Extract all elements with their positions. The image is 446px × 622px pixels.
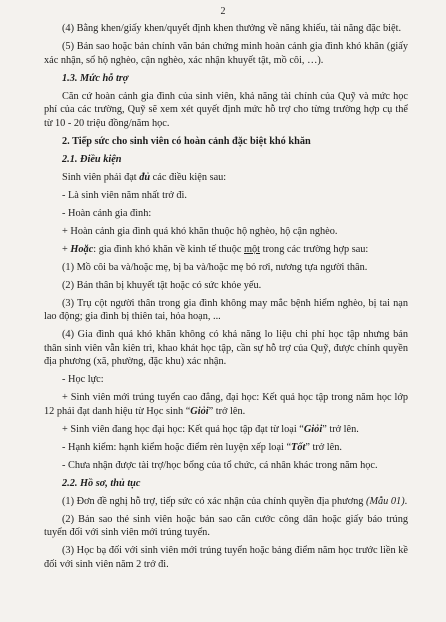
paragraph [44,441,408,455]
section-heading: 2. Tiếp sức cho sinh viên có hoàn cảnh đặc biệt khó khăn [62,135,311,147]
text-run: : gia đình khó khăn về kinh tế thuộc [93,243,244,255]
emphasis-bold-italic: Tốt [291,441,306,453]
paragraph: (2) Bản thân bị khuyết tật hoặc có sức khỏe yếu. [62,279,262,291]
emphasis-italic: (Mẫu 01) [366,495,405,507]
section-heading: 2.2. Hồ sơ, thủ tục [62,477,141,489]
emphasis-bold-italic: Giỏi [303,423,323,435]
paragraph: (1) Mồ côi ba và/hoặc mẹ, bị ba và/hoặc mẹ bỏ rơi, nương tựa người thân. [62,261,368,273]
paragraph [44,495,408,509]
text-run: trong các trường hợp sau: [260,243,369,255]
paragraph: (3) Trụ cột người thân trong gia đình không may mắc bệnh hiểm nghèo, bị tai nạn lao động; gia đình bị thiên tai, hỏa hoạn, ... [44,297,408,323]
paragraph: + Hoàn cảnh gia đình quá khó khăn thuộc hộ nghèo, hộ cận nghèo. [62,225,338,237]
document-body [44,22,408,576]
section-heading: 1.3. Mức hỗ trợ [62,72,129,84]
emphasis-underline: một [244,243,261,255]
text-run: + Sinh viên đang học đại học: Kết quả học tập đạt từ loại “ [62,423,304,435]
paragraph [44,171,408,185]
paragraph: (3) Học bạ đối với sinh viên mới trúng tuyển hoặc bảng điểm năm học trước liền kề đối với sinh viên năm 2 trở đi. [44,545,408,570]
text-run: Sinh viên phải đạt [62,171,140,183]
emphasis-bold-italic: đủ [139,171,151,183]
text-run: + [62,243,71,255]
text-run: ” trở lên. [305,441,342,453]
paragraph: - Là sinh viên năm nhất trở đi. [62,189,187,201]
text-run: + Sinh viên mới trúng tuyển cao đẳng, đại học: Kết quả học tập trong năm học lớp 12 phải đạt danh hiệu từ Học sinh “ [44,392,408,417]
section-heading: 2.1. Điều kiện [62,153,122,165]
paragraph: - Học lực: [62,374,104,386]
emphasis-bold-italic: Giỏi [190,405,209,417]
text-run: (1) Đơn đề nghị hỗ trợ, tiếp sức có xác nhận của chính quyền địa phương [62,495,367,507]
paragraph: (4) Gia đình quá khó khăn không có khả năng lo liệu chi phí học tập nhưng bản thân sinh viên vẫn kiên trì, khao khát học tập, cần sự hỗ trợ của Quỹ, được chính quyền địa phương (xã, phường, đặc khu) xác nhận. [44,329,408,368]
text-run: các điều kiện sau: [150,171,227,183]
paragraph [44,391,408,418]
text-run: ” trở lên. [322,423,359,435]
paragraph [44,423,408,437]
text-run: . [404,495,408,507]
page-number: 2 [220,6,226,17]
paragraph [44,243,408,257]
paragraph: (2) Bản sao thẻ sinh viên hoặc bản sao căn cước công dân hoặc giấy báo trúng tuyển đối với sinh viên mới trúng tuyển. [44,513,408,539]
paragraph: (4) Bằng khen/giấy khen/quyết định khen thưởng về năng khiếu, tài năng đặc biệt. [62,23,402,34]
paragraph: (5) Bản sao hoặc bản chính văn bản chứng minh hoàn cảnh gia đình khó khăn (giấy xác nhận, sổ hộ nghèo, cận nghèo, xác nhận khuyết tật, mồ côi, …). [44,40,408,66]
emphasis-bold-italic: Hoặc [70,243,94,255]
paragraph: - Chưa nhận được tài trợ/học bổng của tổ chức, cá nhân khác trong năm học. [62,459,378,471]
paragraph: Căn cứ hoàn cảnh gia đình của sinh viên, khả năng tài chính của Quỹ và mức học phí của các trường, Quỹ sẽ xem xét quyết định mức hỗ trợ cho từng trường hợp cụ thể từ 10 - 20 triệu đồng/năm học. [44,90,408,129]
paragraph: - Hoàn cảnh gia đình: [62,207,152,219]
text-run: - Hạnh kiểm: hạnh kiểm hoặc điểm rèn luyện xếp loại “ [62,441,292,453]
text-run: ” trở lên. [208,405,246,417]
